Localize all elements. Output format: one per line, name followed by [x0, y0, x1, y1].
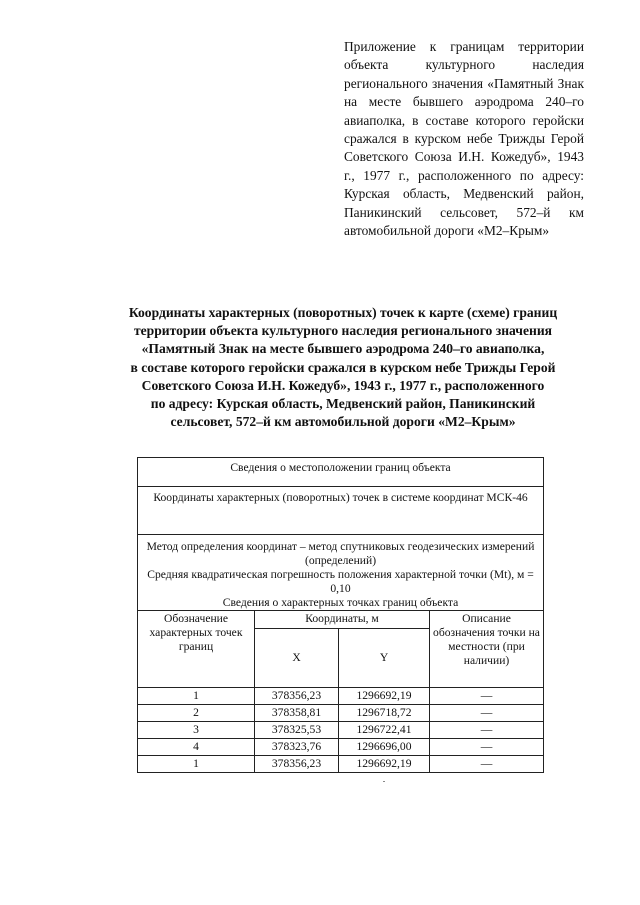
y-header: Y [339, 629, 430, 688]
description-header: Описание обозначения точки на местности (при наличии) [430, 611, 544, 688]
table-row [138, 705, 544, 722]
x-cell: 378356,23 [255, 688, 339, 705]
y-cell: 1296722,41 [339, 722, 430, 739]
appendix-note: Приложение к границам территории объекта культурного наследия регионального значения «Памятный Знак на месте бывшего аэродрома 240–го авиаполка, в составе которого геройски сражался в курском небе Трижды Герой Советского Союза И.Н. Кожедуб», 1943 г., 1977 г., расположенного по адресу: Курская область, Медвенский район, Паникинский сельсовет, 572–й км автомобильной дороги «М2–Крым» [344, 39, 584, 239]
scan-speck [383, 781, 385, 782]
method-text: Метод определения координат – метод спутниковых геодезических измерений (определений) [146, 540, 535, 567]
title-line: сельсовет, 572–й км автомобильной дороги «М2–Крым» [170, 414, 516, 430]
description-cell: — [430, 705, 544, 722]
point-cell: 2 [138, 705, 255, 722]
coordinates-header: Координаты, м [255, 611, 430, 629]
coordinates-table [137, 457, 544, 773]
x-header: X [255, 629, 339, 688]
description-cell: — [430, 739, 544, 756]
title-line: Координаты характерных (поворотных) точек к карте (схеме) границ [128, 305, 558, 320]
x-cell: 378323,76 [255, 739, 339, 756]
coord-system-cell: Координаты характерных (поворотных) точек в системе координат МСК-46 [138, 487, 544, 535]
point-cell: 1 [138, 688, 255, 705]
title-line: в составе которого геройски сражался в курском небе Трижды Герой [130, 359, 556, 375]
point-cell: 1 [138, 756, 255, 773]
description-cell: — [430, 688, 544, 705]
table-row [138, 739, 544, 756]
method-cell [138, 535, 544, 611]
designation-header: Обозначение характерных точек границ [138, 611, 255, 688]
table-row [138, 722, 544, 739]
points-header: Сведения о характерных точках границ объекта [222, 596, 459, 609]
y-cell: 1296692,19 [339, 756, 430, 773]
x-cell: 378356,23 [255, 756, 339, 773]
title-line: «Памятный Знак на месте бывшего аэродрома 240–го авиаполка, [141, 341, 545, 357]
accuracy-text: Средняя квадратическая погрешность положения характерной точки (Mt), м = 0,10 [147, 568, 534, 595]
title-line: по адресу: Курская область, Медвенский район, Паникинский [150, 396, 536, 412]
point-cell: 4 [138, 739, 255, 756]
description-cell: — [430, 756, 544, 773]
table-row [138, 688, 544, 705]
title-line: Советского Союза И.Н. Кожедуб», 1943 г., 1977 г., расположенного [141, 377, 545, 393]
point-cell: 3 [138, 722, 255, 739]
x-cell: 378325,53 [255, 722, 339, 739]
description-cell: — [430, 722, 544, 739]
location-header: Сведения о местоположении границ объекта [138, 458, 544, 487]
x-cell: 378358,81 [255, 705, 339, 722]
document-title [96, 304, 590, 431]
table-row [138, 756, 544, 773]
y-cell: 1296692,19 [339, 688, 430, 705]
y-cell: 1296718,72 [339, 705, 430, 722]
title-line: территории объекта культурного наследия регионального значения [133, 323, 553, 339]
y-cell: 1296696,00 [339, 739, 430, 756]
